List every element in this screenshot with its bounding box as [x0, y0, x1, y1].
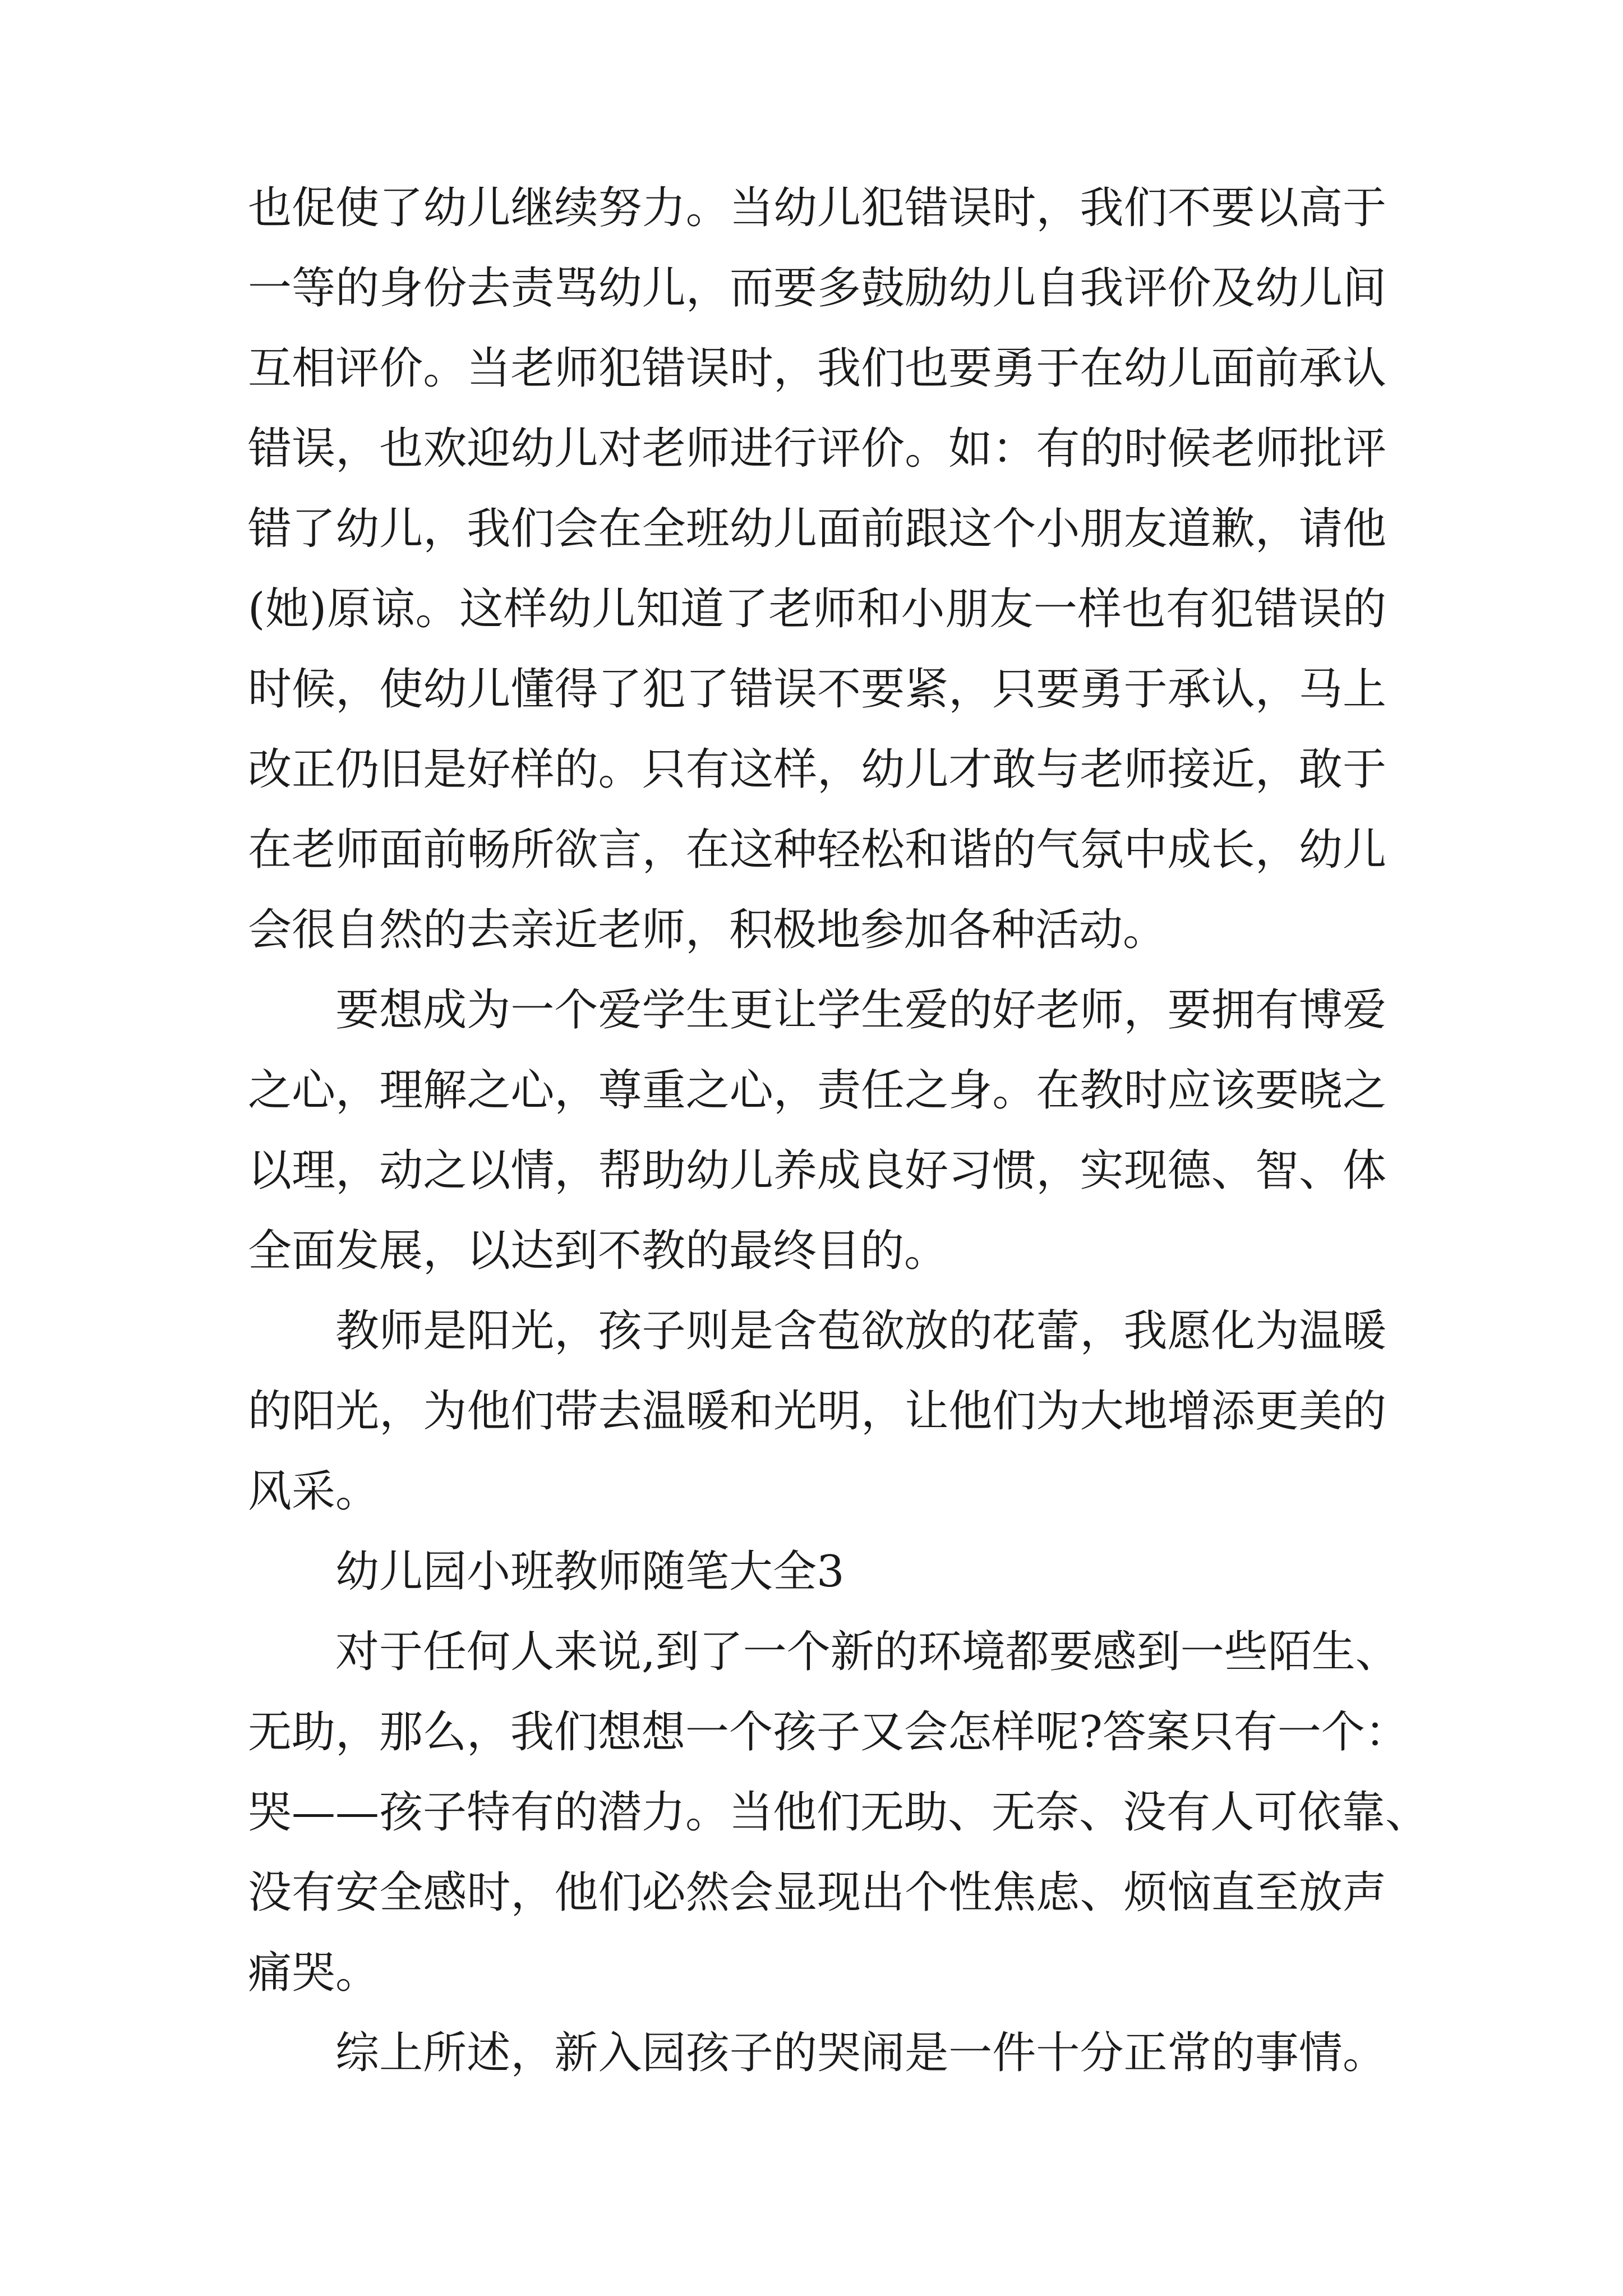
text-line: 无助，那么，我们想想一个孩子又会怎样呢?答案只有一个： — [248, 1707, 1409, 1757]
text-line: 在老师面前畅所欲言，在这种轻松和谐的气氛中成长，幼儿 — [248, 825, 1386, 875]
text-line: 一等的身份去责骂幼儿，而要多鼓励幼儿自我评价及幼儿间 — [248, 263, 1386, 314]
text-line: 哭——孩子特有的潜力。当他们无助、无奈、没有人可依靠、 — [248, 1787, 1430, 1838]
text-line: 风采。 — [248, 1466, 380, 1517]
text-line: 的阳光，为他们带去温暖和光明，让他们为大地增添更美的 — [248, 1386, 1386, 1437]
body-text — [248, 168, 1430, 2093]
text-line: 没有安全感时，他们必然会显现出个性焦虑、烦恼直至放声 — [248, 1867, 1386, 1918]
text-line: 也促使了幼儿继续努力。当幼儿犯错误时，我们不要以高于 — [248, 183, 1386, 233]
text-line: 改正仍旧是好样的。只有这样，幼儿才敢与老师接近，敢于 — [248, 744, 1386, 795]
text-line: 综上所述，新入园孩子的哭闹是一件十分正常的事情。 — [335, 2028, 1386, 2078]
text-line: 互相评价。当老师犯错误时，我们也要勇于在幼儿面前承认 — [248, 343, 1386, 394]
text-line: 要想成为一个爱学生更让学生爱的好老师，要拥有博爱 — [335, 985, 1386, 1036]
text-line: (她)原谅。这样幼儿知道了老师和小朋友一样也有犯错误的 — [248, 584, 1386, 634]
text-line: 教师是阳光，孩子则是含苞欲放的花蕾，我愿化为温暖 — [335, 1306, 1386, 1356]
text-line: 之心，理解之心，尊重之心，责任之身。在教时应该要晓之 — [248, 1065, 1386, 1116]
text-line: 错了幼儿，我们会在全班幼儿面前跟这个小朋友道歉，请他 — [248, 504, 1386, 554]
text-line: 会很自然的去亲近老师，积极地参加各种活动。 — [248, 905, 1167, 955]
text-line: 痛哭。 — [248, 1948, 380, 1998]
text-line: 时候，使幼儿懂得了犯了错误不要紧，只要勇于承认，马上 — [248, 664, 1386, 715]
text-line: 以理，动之以情，帮助幼儿养成良好习惯，实现德、智、体 — [248, 1145, 1386, 1196]
text-line: 全面发展，以达到不教的最终目的。 — [248, 1226, 948, 1276]
text-line: 幼儿园小班教师随笔大全3 — [335, 1547, 845, 1597]
text-line: 错误，也欢迎幼儿对老师进行评价。如：有的时候老师批评 — [248, 424, 1386, 474]
text-line: 对于任何人来说,到了一个新的环境都要感到一些陌生、 — [335, 1627, 1399, 1677]
